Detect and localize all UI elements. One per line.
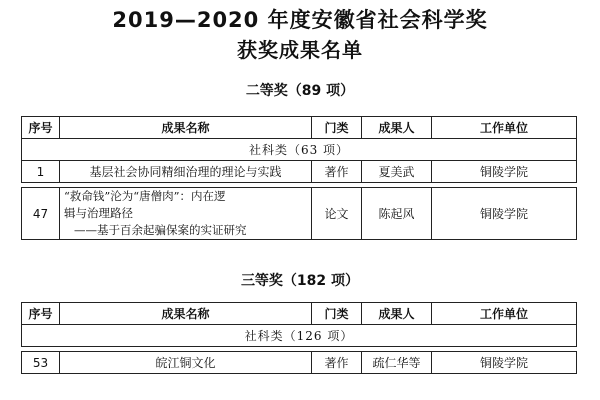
document-title-line2: 获奖成果名单 — [237, 38, 363, 62]
header-no: 序号 — [22, 117, 60, 139]
row-unit: 铜陵学院 — [432, 161, 577, 183]
header-unit: 工作单位 — [432, 303, 577, 325]
header-title: 成果名称 — [60, 117, 312, 139]
row-person: 疏仁华等 — [362, 352, 432, 374]
row-unit: 铜陵学院 — [432, 188, 577, 240]
header-person: 成果人 — [362, 303, 432, 325]
header-no: 序号 — [22, 303, 60, 325]
row-no: 1 — [22, 161, 60, 183]
row-no: 47 — [22, 188, 60, 240]
table-header-row — [22, 117, 577, 139]
row-category: 著作 — [312, 352, 362, 374]
group-label: 社科类（63 项） — [22, 139, 577, 161]
table-row — [22, 352, 577, 374]
row-category: 著作 — [312, 161, 362, 183]
second-prize-table — [21, 116, 577, 240]
header-title: 成果名称 — [60, 303, 312, 325]
third-prize-heading: 三等奖（182 项） — [240, 273, 360, 289]
row-subtitle-line: ——基于百余起骗保案的实证研究 — [74, 223, 247, 237]
header-person: 成果人 — [362, 117, 432, 139]
row-title: 基层社会协同精细治理的理论与实践 — [60, 161, 312, 183]
third-prize-table — [21, 302, 577, 374]
row-title-line: 辑与治理路径 — [64, 206, 133, 220]
group-label: 社科类（126 项） — [22, 325, 577, 347]
group-row — [22, 139, 577, 161]
row-person: 陈起风 — [362, 188, 432, 240]
row-unit: 铜陵学院 — [432, 352, 577, 374]
second-prize-heading: 二等奖（89 项） — [245, 83, 355, 99]
header-category: 门类 — [312, 303, 362, 325]
row-title-line: “救命钱”沦为“唐僧肉”：内在逻 — [64, 189, 226, 203]
group-row — [22, 325, 577, 347]
row-category: 论文 — [312, 188, 362, 240]
table-row — [22, 161, 577, 183]
row-title — [60, 188, 312, 240]
table-header-row — [22, 303, 577, 325]
row-no: 53 — [22, 352, 60, 374]
header-unit: 工作单位 — [432, 117, 577, 139]
row-title: 皖江铜文化 — [60, 352, 312, 374]
row-person: 夏美武 — [362, 161, 432, 183]
header-category: 门类 — [312, 117, 362, 139]
table-row — [22, 188, 577, 240]
document-title-line1: 2019—2020 年度安徽省社会科学奖 — [112, 8, 488, 32]
